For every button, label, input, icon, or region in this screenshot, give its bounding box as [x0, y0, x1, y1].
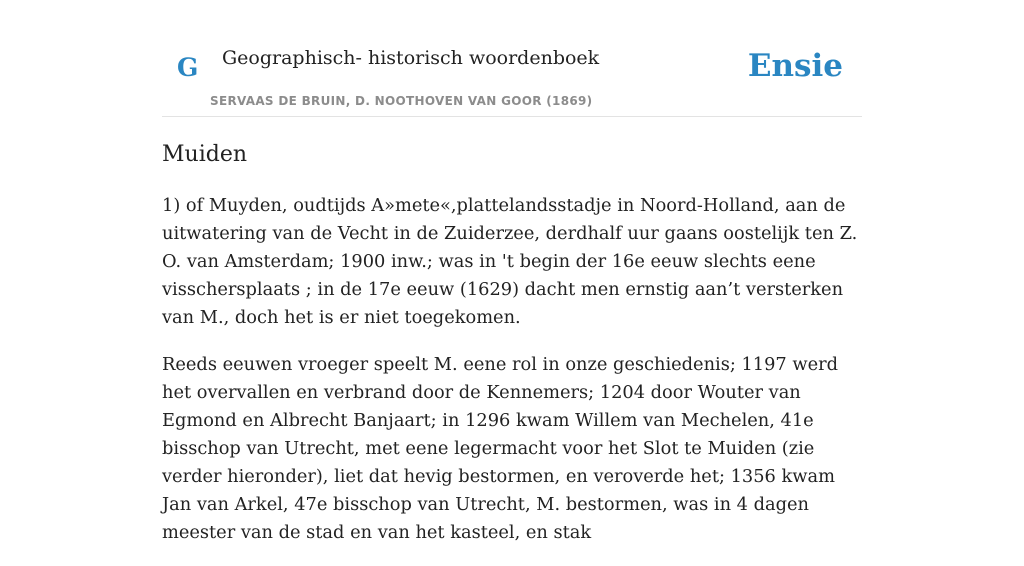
- page: [162, 0, 862, 543]
- header: [162, 0, 862, 117]
- book-authors: SERVAAS DE BRUIN, D. NOOTHOVEN VAN GOOR (1869): [210, 94, 593, 108]
- entry-content: [162, 192, 862, 566]
- entry-paragraph: 1) of Muyden, oudtijds A»mete«,plattelandsstadje in Noord-Holland, aan de uitwatering van de Vecht in de Zuiderzee, derdhalf uur gaans oostelijk ten Z. O. van Amsterdam; 1900 inw.; was in 't begin der 16e eeuw slechts eene visschersplaats ; in de 17e eeuw (1629) dacht men ernstig aan’t versterken van M., doch het is er niet toegekomen.: [162, 195, 858, 328]
- book-title-link[interactable]: Geographisch- historisch woordenboek: [222, 47, 600, 69]
- ensie-logo-link[interactable]: Ensie: [747, 48, 843, 84]
- entry-title: Muiden: [162, 142, 248, 167]
- book-logo-icon[interactable]: G: [177, 53, 199, 82]
- entry-paragraph: Reeds eeuwen vroeger speelt M. eene rol in onze geschiedenis; 1197 werd het overvallen en verbrand door de Kennemers; 1204 door Wouter van Egmond en Albrecht Banjaart; in 1296 kwam Willem van Mechelen, 41e bisschop van Utrecht, met eene legermacht voor het Slot te Muiden (zie verder hieronder), liet dat hevig bestormen, en veroverde het; 1356 kwam Jan van Arkel, 47e bisschop van Utrecht, M. bestormen, was in 4 dagen meester van de stad en van het kasteel, en stak: [162, 354, 839, 543]
